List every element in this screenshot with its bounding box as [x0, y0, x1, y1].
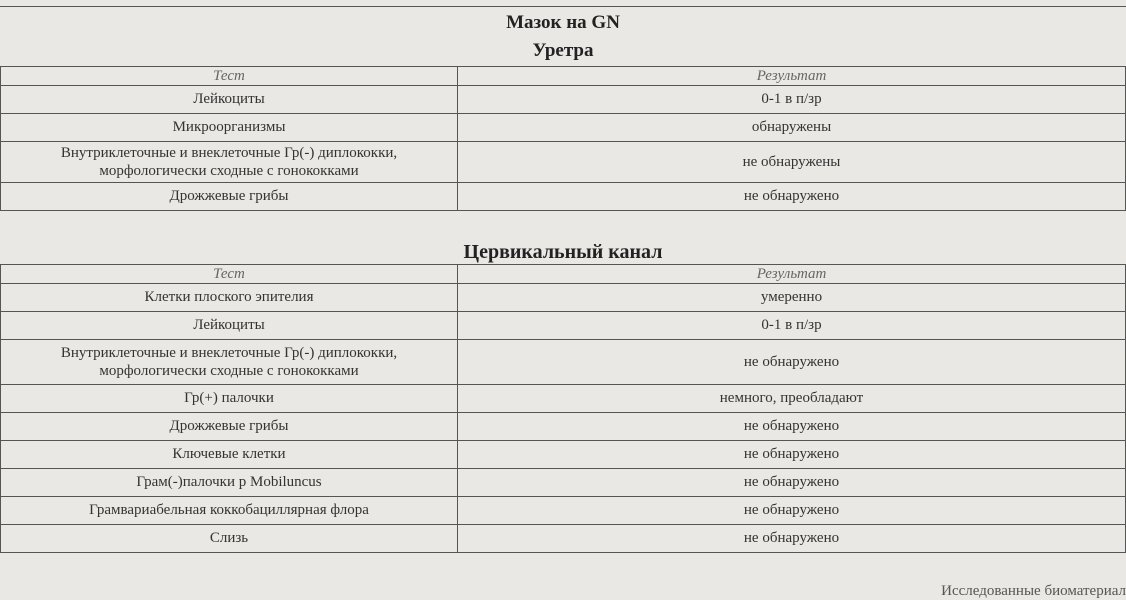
- table-row: [1, 183, 1126, 211]
- test-name: Лейкоциты: [1, 86, 458, 114]
- test-name-line2: морфологически сходные с гонококками: [99, 163, 359, 179]
- table-row: [1, 340, 1126, 385]
- table-row: [1, 497, 1126, 525]
- table-row: [1, 86, 1126, 114]
- test-result: 0-1 в п/зр: [458, 86, 1126, 114]
- test-name: Микроорганизмы: [1, 114, 458, 142]
- test-name: Лейкоциты: [1, 312, 458, 340]
- table-row: [1, 525, 1126, 553]
- test-name: Гр(+) палочки: [1, 385, 458, 413]
- test-result: не обнаружено: [458, 441, 1126, 469]
- section-title-cervical: Цервикальный канал: [463, 241, 663, 263]
- table-row: [1, 441, 1126, 469]
- test-name: Грам(-)палочки р Mobiluncus: [1, 469, 458, 497]
- urethra-table: [0, 66, 1126, 211]
- cervical-table: [0, 264, 1126, 553]
- test-name-line1: Внутриклеточные и внеклеточные Гр(-) диплококки,: [60, 345, 398, 361]
- footer-caption: Исследованные биоматериал: [941, 583, 1126, 599]
- test-result: обнаружены: [458, 114, 1126, 142]
- column-header-test: Тест: [1, 265, 458, 284]
- table-row: [1, 114, 1126, 142]
- section-title-urethra: Уретра: [532, 40, 594, 61]
- column-header-result: Результат: [458, 265, 1126, 284]
- test-result: не обнаружено: [458, 497, 1126, 525]
- test-name: [1, 340, 458, 385]
- table-row: [1, 413, 1126, 441]
- test-result: не обнаружено: [458, 340, 1126, 385]
- table-row: [1, 312, 1126, 340]
- test-result: немного, преобладают: [458, 385, 1126, 413]
- column-header-test: Тест: [1, 67, 458, 86]
- table-row: [1, 142, 1126, 183]
- test-name: [1, 142, 458, 183]
- test-result: не обнаружено: [458, 413, 1126, 441]
- test-name: Слизь: [1, 525, 458, 553]
- test-name: Клетки плоского эпителия: [1, 284, 458, 312]
- test-name: Грамвариабельная коккобациллярная флора: [1, 497, 458, 525]
- table-row: [1, 385, 1126, 413]
- table-header-row: [1, 67, 1126, 86]
- test-result: не обнаружено: [458, 469, 1126, 497]
- test-name-line1: Внутриклеточные и внеклеточные Гр(-) диплококки,: [60, 145, 398, 161]
- test-name: Ключевые клетки: [1, 441, 458, 469]
- column-header-result: Результат: [458, 67, 1126, 86]
- table-row: [1, 469, 1126, 497]
- test-name: Дрожжевые грибы: [1, 183, 458, 211]
- test-result: не обнаружены: [458, 142, 1126, 183]
- table-header-row: [1, 265, 1126, 284]
- report-title: Мазок на GN: [506, 12, 620, 33]
- test-name: Дрожжевые грибы: [1, 413, 458, 441]
- table-row: [1, 284, 1126, 312]
- test-name-line2: морфологически сходные с гонококками: [99, 363, 359, 379]
- test-result: не обнаружено: [458, 183, 1126, 211]
- top-rule: [0, 6, 1126, 7]
- test-result: не обнаружено: [458, 525, 1126, 553]
- test-result: умеренно: [458, 284, 1126, 312]
- test-result: 0-1 в п/зр: [458, 312, 1126, 340]
